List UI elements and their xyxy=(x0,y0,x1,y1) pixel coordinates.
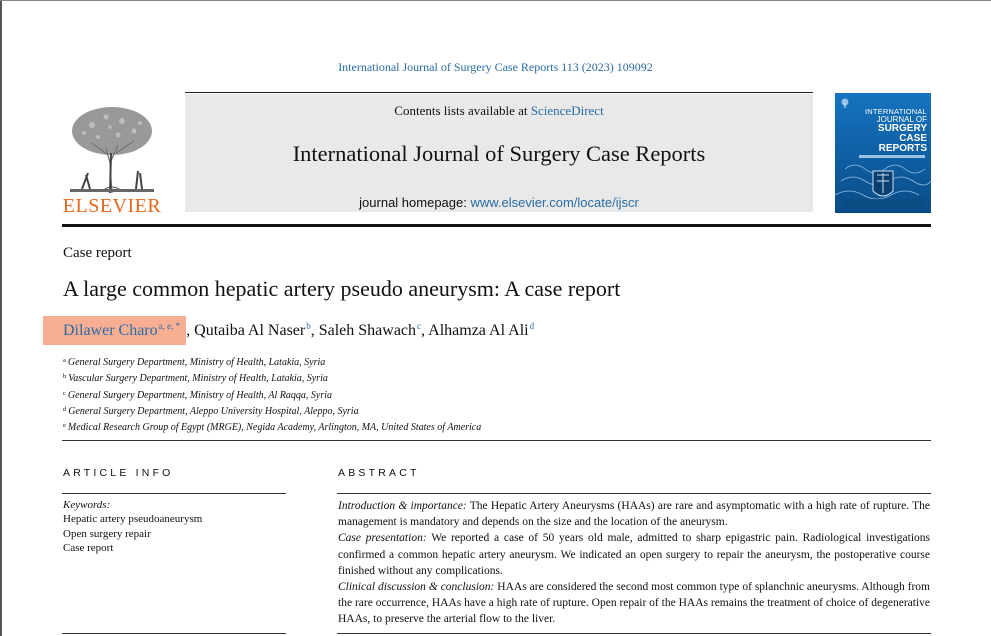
cover-line5: REPORTS xyxy=(878,143,927,154)
sciencedirect-link[interactable]: ScienceDirect xyxy=(530,103,604,118)
abstract-paragraph xyxy=(338,530,930,579)
article-info-heading: ARTICLE INFO xyxy=(63,467,174,479)
keywords-label: Keywords: xyxy=(63,499,111,511)
journal-citation-link[interactable]: International Journal of Surgery Case Reports 113 (2023) 109092 xyxy=(338,60,653,74)
homepage-link[interactable]: www.elsevier.com/locate/ijscr xyxy=(470,195,639,210)
affiliation-key: d xyxy=(63,405,67,413)
journal-banner xyxy=(185,94,813,212)
affiliation-key: e xyxy=(63,422,66,430)
affiliation-key: b xyxy=(63,373,67,381)
author-list xyxy=(63,321,534,340)
keyword-item: Case report xyxy=(63,542,114,555)
cover-subtitle-bar xyxy=(859,155,925,158)
author-sup-2[interactable]: b xyxy=(306,321,311,331)
affiliation-item xyxy=(63,419,481,435)
abstract-section-text: The Hepatic Artery Aneurysms (HAAs) are rare and asymptomatic with a high rate of rupture. The management is mandatory and depends on the size and the location of the aneurysm. xyxy=(338,500,930,529)
affiliations-list xyxy=(63,354,481,435)
cover-line3: SURGERY xyxy=(877,123,927,134)
author-separator: , xyxy=(186,322,195,339)
author-sup-3[interactable]: c xyxy=(417,321,422,331)
author-separator: , xyxy=(421,322,429,339)
cover-crest-icon xyxy=(835,159,931,213)
article-type: Case report xyxy=(63,245,132,261)
affiliation-item xyxy=(63,403,481,419)
article-title: A large common hepatic artery pseudo aneurysm: A case report xyxy=(63,276,621,301)
abstract-body xyxy=(338,498,930,628)
author-name-3[interactable]: Saleh Shawach xyxy=(318,322,417,339)
affiliation-text: General Surgery Department, Ministry of Health, Al Raqqa, Syria xyxy=(67,389,333,401)
author-sup-1[interactable]: a, e, * xyxy=(158,321,181,331)
abstract-rule xyxy=(337,493,931,494)
section-rule xyxy=(62,440,931,441)
affiliation-text: Medical Research Group of Egypt (MRGE), Negida Academy, Arlington, MA, United States of America xyxy=(67,422,482,434)
abstract-section-text: We reported a case of 50 years old male, admitted to sharp epigastric pain. Radiological investigations confirmed a common hepatic artery aneurysm. We indicated an open surgery to repair the aneurysm, the postoperative course finished without any complications. xyxy=(338,532,930,577)
elsevier-wordmark: ELSEVIER xyxy=(62,195,162,217)
author-separator: , xyxy=(310,322,319,339)
header-rule xyxy=(185,92,813,93)
author-name-4[interactable]: Alhamza Al Ali xyxy=(428,322,529,339)
affiliation-item xyxy=(63,387,481,403)
abstract-bottom-rule xyxy=(337,633,931,634)
homepage-line xyxy=(185,195,813,210)
abstract-paragraph xyxy=(338,579,930,628)
abstract-section-label: Clinical discussion & conclusion: xyxy=(338,581,495,594)
contents-prefix: Contents lists available at xyxy=(394,103,531,118)
abstract-section-label: Case presentation: xyxy=(338,532,427,545)
abstract-section-label: Introduction & importance: xyxy=(338,500,467,512)
affiliation-key: a xyxy=(63,357,66,364)
abstract-heading: ABSTRACT xyxy=(338,467,420,479)
affiliation-text: General Surgery Department, Aleppo University Hospital, Aleppo, Syria xyxy=(68,405,359,417)
viewer-left-edge xyxy=(0,0,2,636)
viewer-top-edge xyxy=(0,0,991,1)
article-info-bottom-rule xyxy=(62,633,286,634)
author-name-1[interactable]: Dilawer Charo xyxy=(63,322,158,339)
affiliation-item xyxy=(63,354,481,370)
journal-cover-image[interactable] xyxy=(835,93,931,213)
cover-line1: INTERNATIONAL xyxy=(864,107,927,116)
affiliation-text: Vascular Surgery Department, Ministry of Health, Latakia, Syria xyxy=(68,373,328,385)
elsevier-tree-icon xyxy=(62,103,162,195)
abstract-section-text: HAAs are considered the second most common type of splanchnic aneurysms. Although from the rare occurrence, HAAs have a high rate of rupture. Open repair of the HAAs remains the treatment of choice of degenerative HAAs, to preserve the arterial flow to the liver. xyxy=(338,581,930,626)
author-name-2[interactable]: Qutaiba Al Naser xyxy=(194,322,306,339)
abstract-paragraph xyxy=(338,498,930,530)
cover-line2: JOURNAL OF xyxy=(876,115,927,124)
homepage-prefix: journal homepage: xyxy=(359,195,471,210)
article-info-rule xyxy=(62,493,286,494)
affiliation-item xyxy=(63,370,481,386)
keyword-item: Hepatic artery pseudoaneurysm xyxy=(63,513,203,526)
keywords-block xyxy=(63,498,202,556)
contents-line xyxy=(185,103,813,119)
affiliation-key: c xyxy=(63,389,66,397)
header-thick-rule xyxy=(62,224,931,227)
keyword-item: Open surgery repair xyxy=(63,527,151,540)
affiliation-text: General Surgery Department, Ministry of Health, Latakia, Syria xyxy=(67,357,326,368)
cover-line4: CASE xyxy=(899,133,927,144)
elsevier-mini-logo-icon xyxy=(840,98,850,108)
author-sup-4[interactable]: d xyxy=(529,321,535,331)
elsevier-logo[interactable] xyxy=(62,103,162,215)
highlight-annotation[interactable] xyxy=(43,316,186,345)
journal-title: International Journal of Surgery Case Reports xyxy=(292,141,706,166)
